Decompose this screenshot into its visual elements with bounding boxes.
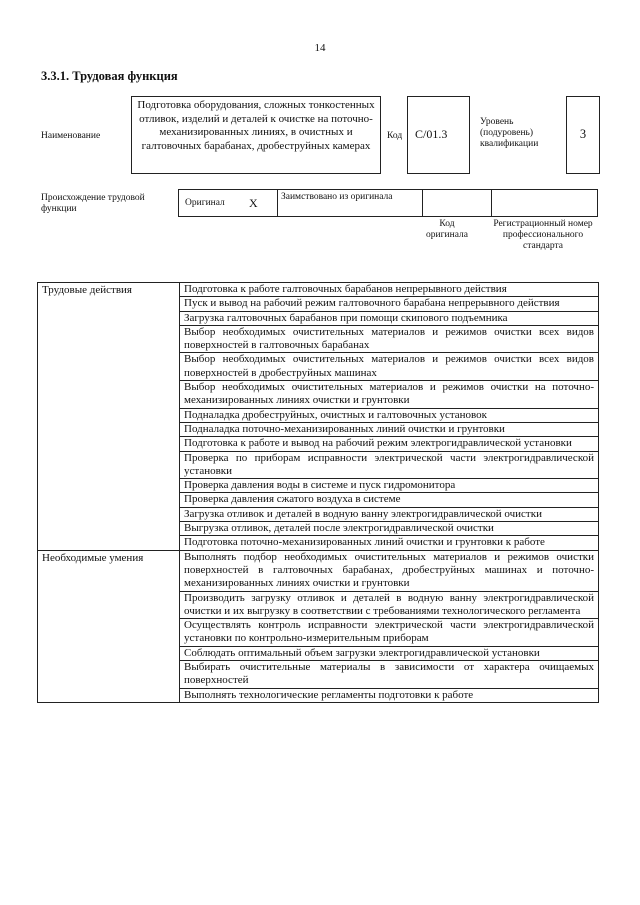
table-cell-item: Проверка давления сжатого воздуха в системе bbox=[180, 493, 599, 507]
row-group-heading: Трудовые действия bbox=[38, 283, 180, 551]
origin-row bbox=[178, 189, 598, 217]
table-cell-item: Выбор необходимых очистительных материалов и режимов очистки всех видов поверхностей в дробеструйных машинах bbox=[180, 353, 599, 381]
table-cell-item: Соблюдать оптимальный объем загрузки электрогидравлической установки bbox=[180, 646, 599, 660]
table-cell-item: Выбирать очистительные материалы в зависимости от характера очищаемых поверхностей bbox=[180, 661, 599, 689]
origin-label: Происхождение трудовой функции bbox=[41, 193, 145, 214]
original-mark: X bbox=[249, 196, 258, 210]
level-label: Уровень (подуровень) квалификации bbox=[480, 117, 539, 149]
code-original-caption: Код оригинала bbox=[426, 219, 468, 240]
table-cell-item: Производить загрузку отливок и деталей в водную ванну электрогидравлической очистки и их выгрузку в соответствии с требованиями технологического регламента bbox=[180, 591, 599, 619]
table-cell-item: Осуществлять контроль исправности электрической части электрогидравлической установки по контрольно-измерительным приборам bbox=[180, 619, 599, 647]
code-label: Код bbox=[387, 131, 403, 141]
table-cell-item: Пуск и вывод на рабочий режим галтовочного барабана непрерывного действия bbox=[180, 297, 599, 311]
table-cell-item: Загрузка галтовочных барабанов при помощи скипового подъемника bbox=[180, 311, 599, 325]
reg-number-caption: Регистрационный номер профессионального стандарта bbox=[493, 219, 593, 251]
table-cell-item: Выбор необходимых очистительных материалов и режимов очистки всех видов поверхностей в галтовочных барабанах bbox=[180, 325, 599, 353]
name-label: Наименование bbox=[41, 131, 101, 141]
table-cell-item: Выполнять подбор необходимых очистительных материалов и режимов очистки поверхностей в галтовочных барабанах, дробеструйных машинах и поточно-механизированных линиях очистки и грунтовки bbox=[180, 550, 599, 591]
function-name-box: Подготовка оборудования, сложных тонкостенных отливок, изделий и деталей к очистке на поточно-механизированных линиях, в очистных и галтовочных барабанах, дробеструйных камерах bbox=[131, 96, 381, 174]
code-value: C/01.3 bbox=[407, 96, 470, 174]
row-group-heading: Необходимые умения bbox=[38, 550, 180, 702]
table-cell-item: Подготовка к работе галтовочных барабанов непрерывного действия bbox=[180, 283, 599, 297]
table-cell-item: Выгрузка отливок, деталей после электрогидравлической очистки bbox=[180, 522, 599, 536]
table-cell-item: Подналадка поточно-механизированных линий очистки и грунтовки bbox=[180, 422, 599, 436]
origin-original-cell bbox=[178, 189, 278, 217]
origin-code-cell bbox=[422, 189, 492, 217]
table-cell-item: Подготовка поточно-механизированных линий очистки и грунтовки к работе bbox=[180, 536, 599, 550]
level-value: 3 bbox=[566, 96, 600, 174]
origin-reg-cell bbox=[491, 189, 598, 217]
original-label: Оригинал bbox=[185, 198, 225, 208]
table-cell-item: Выполнять технологические регламенты подготовки к работе bbox=[180, 688, 599, 702]
table-cell-item: Загрузка отливок и деталей в водную ванну электрогидравлической очистки bbox=[180, 507, 599, 521]
table-cell-item: Подналадка дробеструйных, очистных и галтовочных установок bbox=[180, 408, 599, 422]
origin-borrowed-cell bbox=[277, 189, 423, 217]
section-title: 3.3.1. Трудовая функция bbox=[41, 69, 178, 83]
borrowed-label: Заимствовано из оригинала bbox=[281, 192, 393, 202]
table-row bbox=[38, 550, 599, 591]
page-number: 14 bbox=[314, 42, 326, 54]
table-cell-item: Подготовка к работе и вывод на рабочий режим электрогидравлической установки bbox=[180, 437, 599, 451]
table-cell-item: Выбор необходимых очистительных материалов и режимов очистки на поточно-механизированных линиях очистки и грунтовки bbox=[180, 381, 599, 409]
function-table bbox=[37, 282, 599, 703]
table-cell-item: Проверка по приборам исправности электрической части электрогидравлической установки bbox=[180, 451, 599, 479]
table-row bbox=[38, 283, 599, 297]
table-cell-item: Проверка давления воды в системе и пуск гидромонитора bbox=[180, 479, 599, 493]
